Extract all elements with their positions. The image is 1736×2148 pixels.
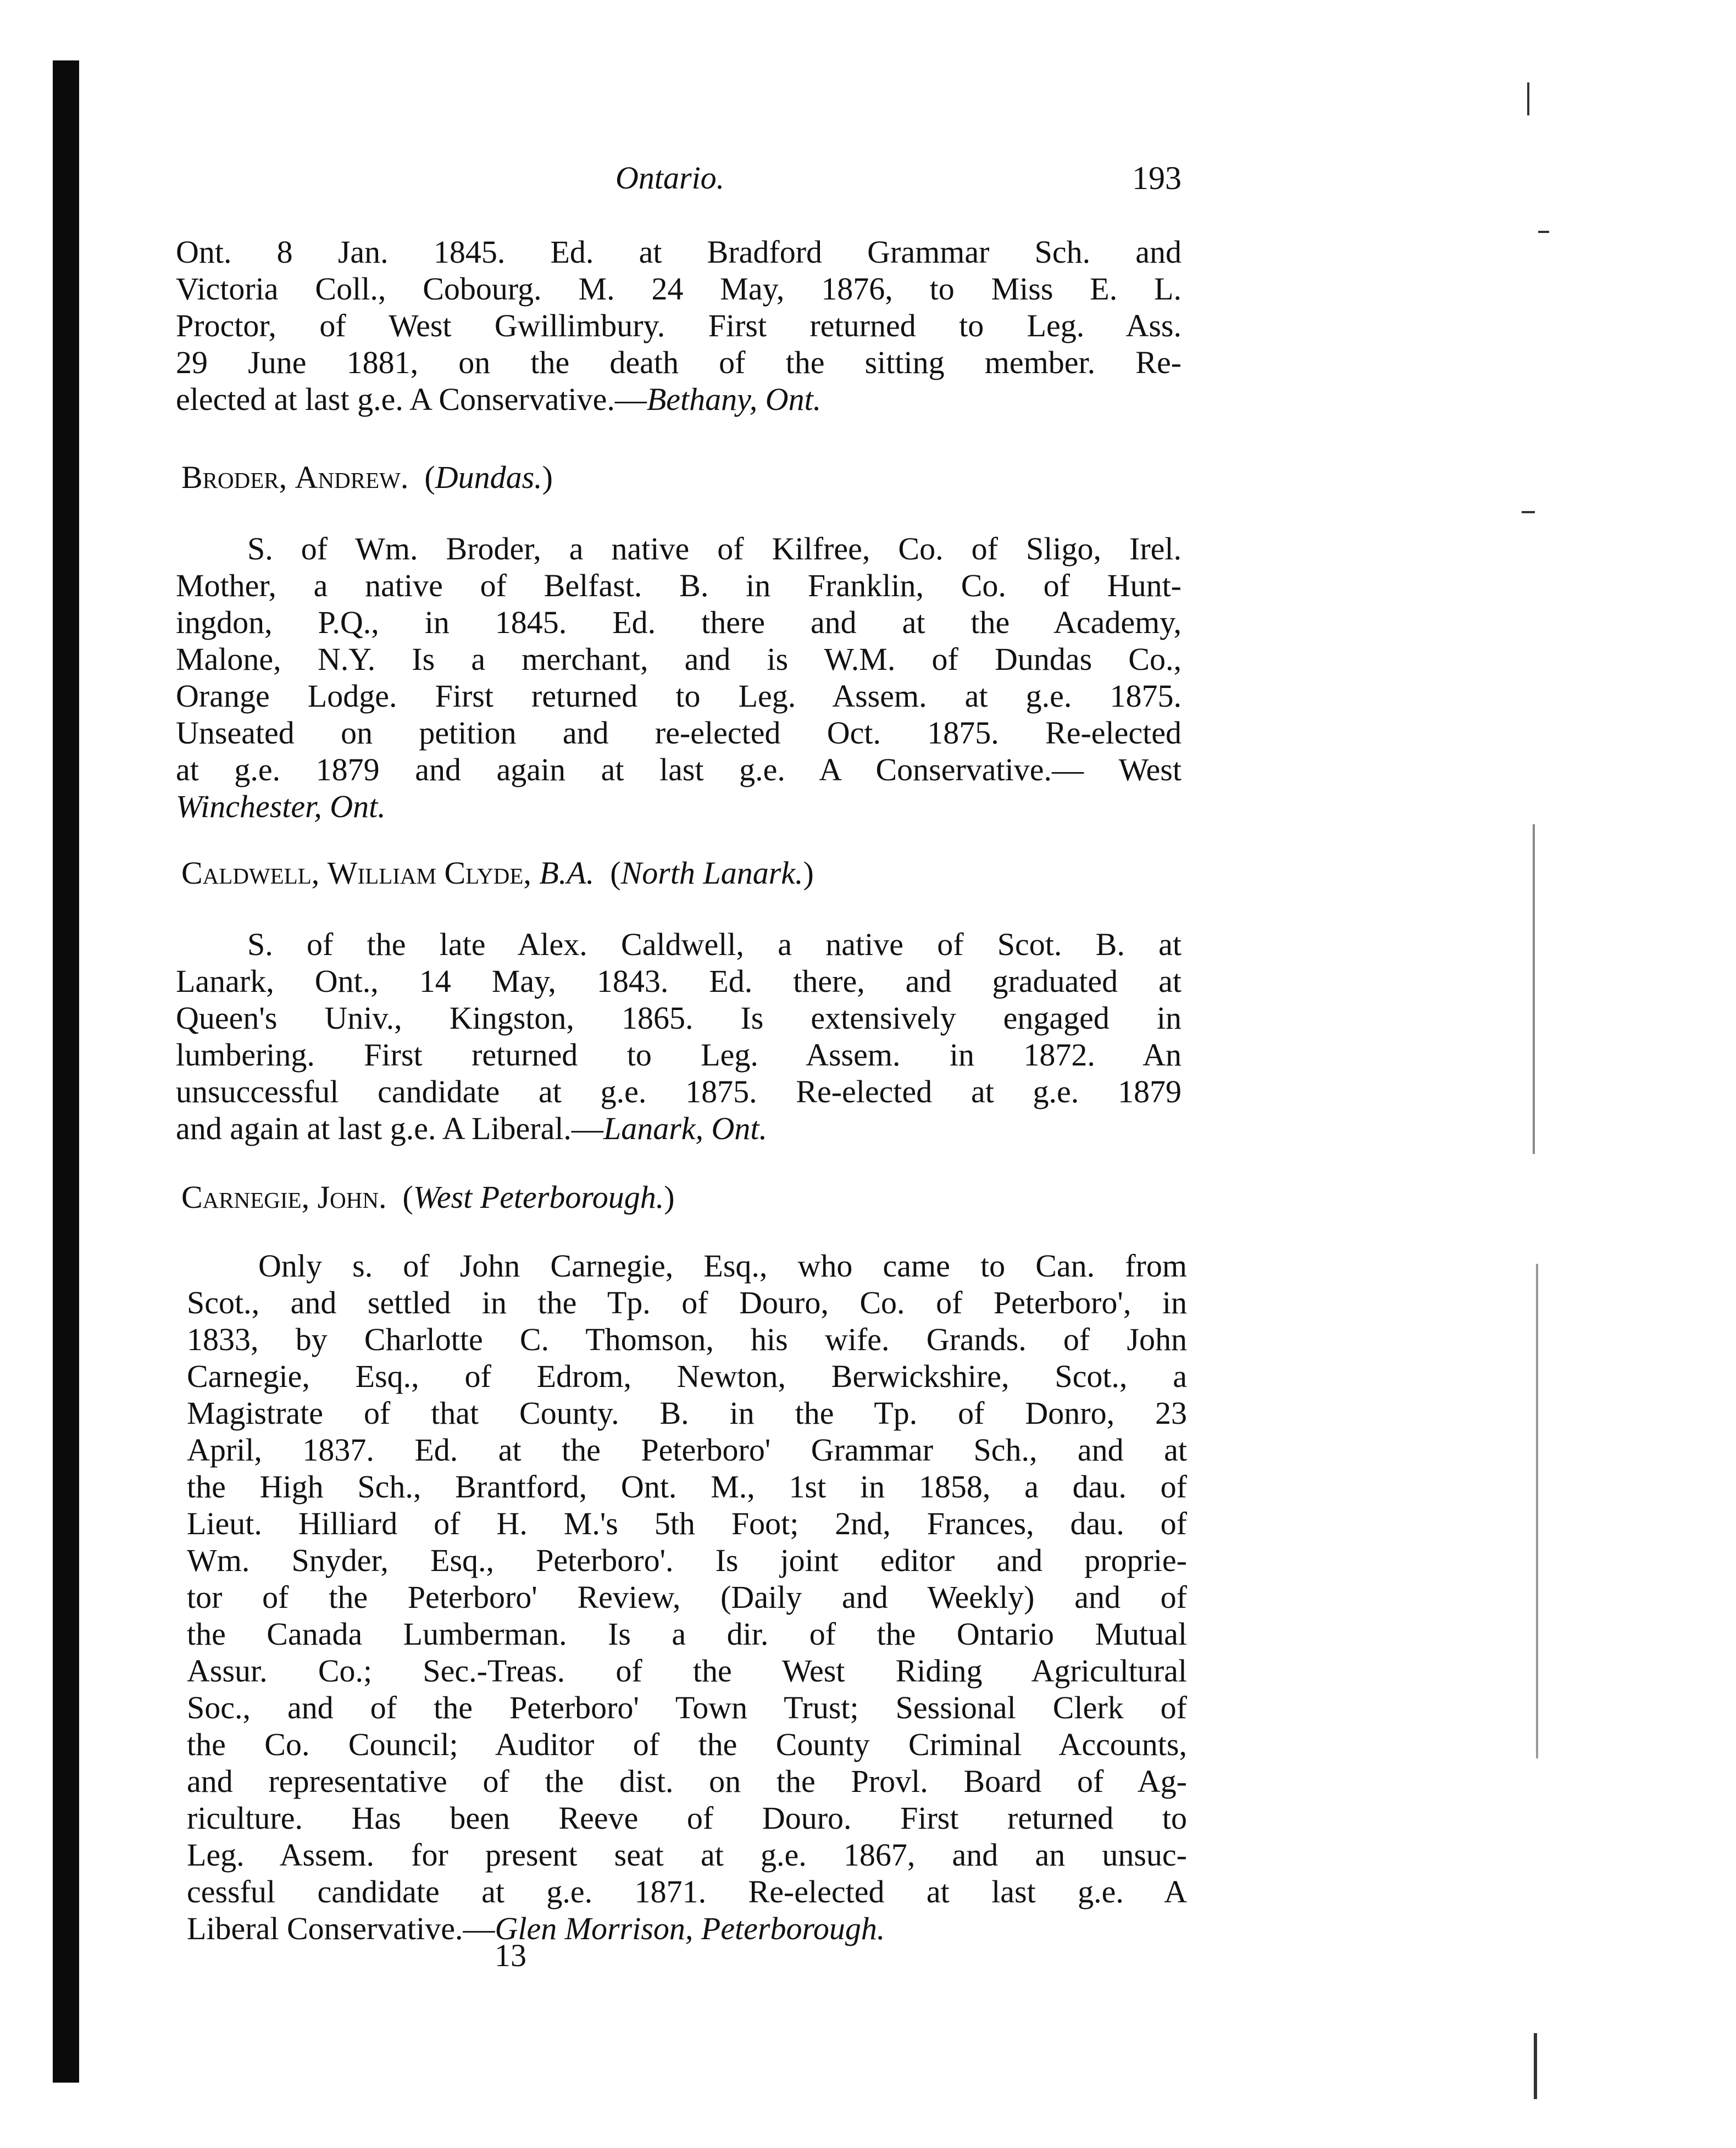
entry-given-name: Andrew. — [295, 459, 409, 495]
text-line: unsuccessful candidate at g.e. 1875. Re-elected at g.e. 1879 — [176, 1074, 1182, 1109]
text-line: April, 1837. Ed. at the Peterboro' Grammar Sch., and at — [187, 1432, 1187, 1468]
text-line: and again at last g.e. A Liberal.—Lanark, Ont. — [176, 1111, 768, 1146]
entry-constituency: West Peterborough. — [413, 1179, 664, 1215]
running-title: Ontario. — [615, 160, 725, 196]
entry-given-name: John. — [317, 1179, 387, 1215]
text-line: Mother, a native of Belfast. B. in Franklin, Co. of Hunt- — [176, 568, 1182, 603]
entry-body-caldwell — [176, 926, 1182, 1147]
entry-degree: B.A. — [539, 855, 595, 891]
entry-constituency: Dundas. — [435, 459, 542, 495]
text-line: Scot., and settled in the Tp. of Douro, Co. of Peterboro', in — [187, 1285, 1187, 1320]
text-line: Liberal Conservative.—Glen Morrison, Peterborough. — [187, 1911, 885, 1946]
text-line: Unseated on petition and re-elected Oct. 1875. Re-elected — [176, 715, 1182, 751]
text-line: Victoria Coll., Cobourg. M. 24 May, 1876, to Miss E. L. — [176, 271, 1182, 307]
page-header — [176, 159, 1182, 203]
entry-surname: Broder — [181, 459, 279, 495]
text-line: Only s. of John Carnegie, Esq., who came to Can. from — [258, 1248, 1187, 1284]
text-line: Assur. Co.; Sec.-Treas. of the West Riding Agricultural — [187, 1653, 1187, 1689]
text-line: ingdon, P.Q., in 1845. Ed. there and at the Academy, — [176, 604, 1182, 640]
entry-surname: Carnegie — [181, 1179, 302, 1215]
text-line: Proctor, of West Gwillimbury. First returned to Leg. Ass. — [176, 308, 1182, 343]
entry-address: Winchester, Ont. — [176, 789, 386, 824]
text-line: Wm. Snyder, Esq., Peterboro'. Is joint editor and proprie- — [187, 1542, 1187, 1578]
text-line: the Co. Council; Auditor of the County Criminal Accounts, — [187, 1727, 1187, 1762]
entry-surname: Caldwell — [181, 855, 312, 891]
binding-edge — [53, 60, 79, 2083]
text-line: Magistrate of that County. B. in the Tp. of Donro, 23 — [187, 1395, 1187, 1431]
text-line: the Canada Lumberman. Is a dir. of the Ontario Mutual — [187, 1616, 1187, 1652]
continuation-paragraph — [176, 234, 1182, 418]
text-line: Queen's Univ., Kingston, 1865. Is extensively engaged in — [176, 1000, 1182, 1036]
text-line: Lanark, Ont., 14 May, 1843. Ed. there, and graduated at — [176, 963, 1182, 999]
text-line: Malone, N.Y. Is a merchant, and is W.M. of Dundas Co., — [176, 641, 1182, 677]
text-line: 29 June 1881, on the death of the sitting member. Re- — [176, 345, 1182, 380]
text-line: the High Sch., Brantford, Ont. M., 1st in 1858, a dau. of — [187, 1469, 1187, 1505]
text-line: S. of the late Alex. Caldwell, a native of Scot. B. at — [247, 926, 1182, 962]
entry-address: Bethany, Ont. — [646, 381, 822, 417]
text-line: lumbering. First returned to Leg. Assem. in 1872. An — [176, 1037, 1182, 1073]
entry-body-carnegie — [187, 1247, 1187, 1947]
signature-mark: 13 — [495, 1938, 526, 1973]
entry-body-broder — [176, 530, 1182, 825]
text-line: Leg. Assem. for present seat at g.e. 1867, and an unsuc- — [187, 1837, 1187, 1873]
text-line: cessful candidate at g.e. 1871. Re-elected at last g.e. A — [187, 1874, 1187, 1910]
text-line: Ont. 8 Jan. 1845. Ed. at Bradford Grammar Sch. and — [176, 234, 1182, 270]
text-line: elected at last g.e. A Conservative.—Bethany, Ont. — [176, 381, 822, 417]
text-line: Orange Lodge. First returned to Leg. Assem. at g.e. 1875. — [176, 678, 1182, 714]
entry-heading-broder: Broder, Andrew. (Dundas.) — [181, 459, 553, 495]
text-line: Soc., and of the Peterboro' Town Trust; Sessional Clerk of — [187, 1690, 1187, 1725]
text-line: riculture. Has been Reeve of Douro. First returned to — [187, 1800, 1187, 1836]
entry-heading-caldwell: Caldwell, William Clyde, B.A. (North Lanark.) — [181, 855, 814, 891]
entry-given-name: William Clyde, — [327, 855, 531, 891]
entry-address: Lanark, Ont. — [603, 1111, 768, 1146]
entry-address: Glen Morrison, Peterborough. — [495, 1911, 885, 1946]
text-line: Lieut. Hilliard of H. M.'s 5th Foot; 2nd, Frances, dau. of — [187, 1506, 1187, 1541]
scan-noise — [1516, 0, 1736, 2148]
entry-constituency: North Lanark. — [620, 855, 803, 891]
page-number: 193 — [1132, 160, 1182, 196]
text-line: S. of Wm. Broder, a native of Kilfree, Co. of Sligo, Irel. — [247, 531, 1182, 567]
text-line: at g.e. 1879 and again at last g.e. A Conservative.— West — [176, 752, 1182, 787]
text-line: Carnegie, Esq., of Edrom, Newton, Berwickshire, Scot., a — [187, 1358, 1187, 1394]
text-line: tor of the Peterboro' Review, (Daily and Weekly) and of — [187, 1579, 1187, 1615]
entry-heading-carnegie: Carnegie, John. (West Peterborough.) — [181, 1179, 675, 1215]
text-line: 1833, by Charlotte C. Thomson, his wife. Grands. of John — [187, 1322, 1187, 1357]
text-line: and representative of the dist. on the Provl. Board of Ag- — [187, 1763, 1187, 1799]
